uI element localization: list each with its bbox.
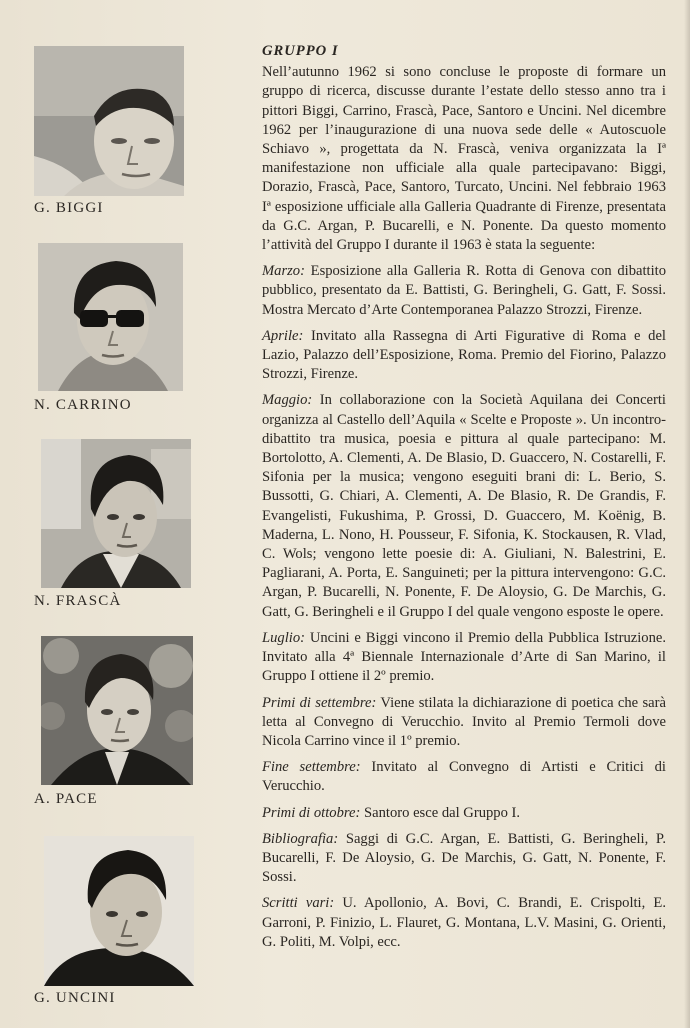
entry-label: Maggio:: [262, 392, 313, 409]
entry-text: U. Apollonio, A. Bovi, C. Brandi, E. Crispolti, E. Garroni, P. Finizio, L. Flauret, G. Montana, L.V. Masini, G. Orienti, G. Politi, M. Volpi, ecc.: [262, 895, 666, 950]
portrait-photo-carrino: [38, 243, 183, 391]
portrait-caption-uncini: G. UNCINI: [34, 990, 116, 1006]
entry-label: Primi di settembre:: [262, 694, 377, 711]
portrait-photo-biggi: [34, 46, 184, 196]
entry-fine-settembre: [262, 758, 666, 796]
entry-bibliografia: [262, 830, 666, 888]
entry-text: Santoro esce dal Gruppo I.: [360, 804, 521, 821]
portrait-caption-pace: A. PACE: [34, 791, 98, 807]
entry-label: Primi di ottobre:: [262, 804, 361, 821]
portrait-image: [38, 243, 183, 391]
portrait-caption-frasca: N. FRASCÀ: [34, 593, 122, 609]
entry-label: Fine settembre:: [262, 759, 361, 776]
portrait-image: [41, 636, 193, 785]
portrait-image: [34, 46, 184, 196]
entry-text: Invitato al Convegno di Artisti e Critici di Verucchio.: [262, 759, 666, 795]
entry-primi-settembre: [262, 694, 666, 752]
entry-scritti-vari: [262, 894, 666, 952]
entry-text: Esposizione alla Galleria R. Rotta di Genova con dibattito pubblico, presentato da E. Battisti, G. Beringheli, G. Gatt, F. Sossi. Mostra Mercato d’Arte Contemporanea Palazzo Strozzi, Firenze.: [262, 263, 666, 318]
portrait-caption-biggi: G. BIGGI: [34, 200, 104, 216]
entry-label: Scritti vari:: [262, 895, 335, 912]
entry-label: Bibliografia:: [262, 830, 339, 847]
entry-label: Aprile:: [262, 327, 304, 344]
portrait-image: [41, 439, 191, 588]
entry-aprile: [262, 327, 666, 385]
entry-primi-ottobre: [262, 804, 666, 823]
entry-maggio: [262, 391, 666, 621]
entry-text: Viene stilata la dichiarazione di poetica che sarà letta al Convegno di Verucchio. Invito al Premio Termoli dove Nicola Carrino vince il 1º premio.: [262, 694, 667, 749]
entry-label: Luglio:: [262, 629, 305, 646]
portrait-caption-carrino: N. CARRINO: [34, 397, 132, 413]
entry-text: Saggi di G.C. Argan, E. Battisti, G. Beringheli, P. Bucarelli, F. De Aloysio, G. De Marchis, G. Gatt, N. Ponente, F. Sossi.: [262, 830, 666, 886]
portrait-photo-uncini: [44, 836, 194, 986]
entry-text: Invitato alla Rassegna di Arti Figurative di Roma e del Lazio, Palazzo dell’Esposizione, Roma. Premio del Fiorino, Palazzo Strozzi, Firenze.: [262, 327, 666, 383]
entry-label: Marzo:: [262, 263, 305, 280]
portrait-image: [44, 836, 194, 986]
page-edge-shadow: [684, 0, 690, 1028]
entry-text: In collaborazione con la Società Aquilana dei Concerti organizza al Castello dell’Aquila « Scelte e Proposte ». Un incontro-dibattito tra musica, poesia e pittura al quale partecipano: M. Bortolotto, A. Clementi, A. De Blasio, D. Guaccero, N. Costarelli, F. Sifonia per la musica; vengono eseguiti brani di: L. Berio, S. Bussotti, G. Chiari, A. Clementi, A. De Blasio, R. De Grandis, F. Evangelisti, Fukushima, P. Grossi, D. Guaccero, M. Koënig, B. Maderna, L. Nono, H. Pousseur, F. Sifonia, K. Stockausen, R. Vlad, C. Wols; vengono lette poesie di: A. Giuliani, N. Balestrini, E. Pagliarani, A. Porta, E. Sanguineti; per la pittura intervengono: G.C. Argan, P. Bucarelli, N. Ponente, F. De Aloysio, G. De Marchis, G. Gatt, G. Beringheli e il Gruppo I del quale vengono esposte le opere.: [262, 392, 666, 620]
entry-luglio: [262, 629, 666, 687]
portrait-photo-pace: [41, 636, 193, 785]
article: [262, 42, 666, 959]
portrait-photo-frasca: [41, 439, 191, 588]
entry-marzo: [262, 262, 666, 320]
entry-text: Uncini e Biggi vincono il Premio della Pubblica Istruzione. Invitato alla 4ª Biennale Internazionale d’Arte di San Marino, il Gruppo I ottiene il 2º premio.: [262, 629, 666, 685]
article-heading: GRUPPO I: [262, 43, 339, 59]
article-intro: Nell’autunno 1962 si sono concluse le proposte di formare un gruppo di ricerca, discusse durante l’estate dello stesso anno tra i pittori Biggi, Carrino, Frascà, Pace, Santoro e Uncini. Nel dicembre 1962 per l’inaugurazione di una nuova sede delle « Autoscuole Schiavo », progettata da N. Frascà, veniva organizzata la Iª manifestazione non ufficiale alla quale partecipavano: Biggi, Dorazio, Frascà, Pace, Santoro, Turcato, Uncini. Nel febbraio 1963 Iª esposizione ufficiale alla Galleria Quadrante di Firenze, presentata da G.C. Argan, P. Bucarelli, e N. Ponente. Da questo momento l’attività del Gruppo I durante il 1963 è stata la seguente:: [262, 64, 666, 254]
